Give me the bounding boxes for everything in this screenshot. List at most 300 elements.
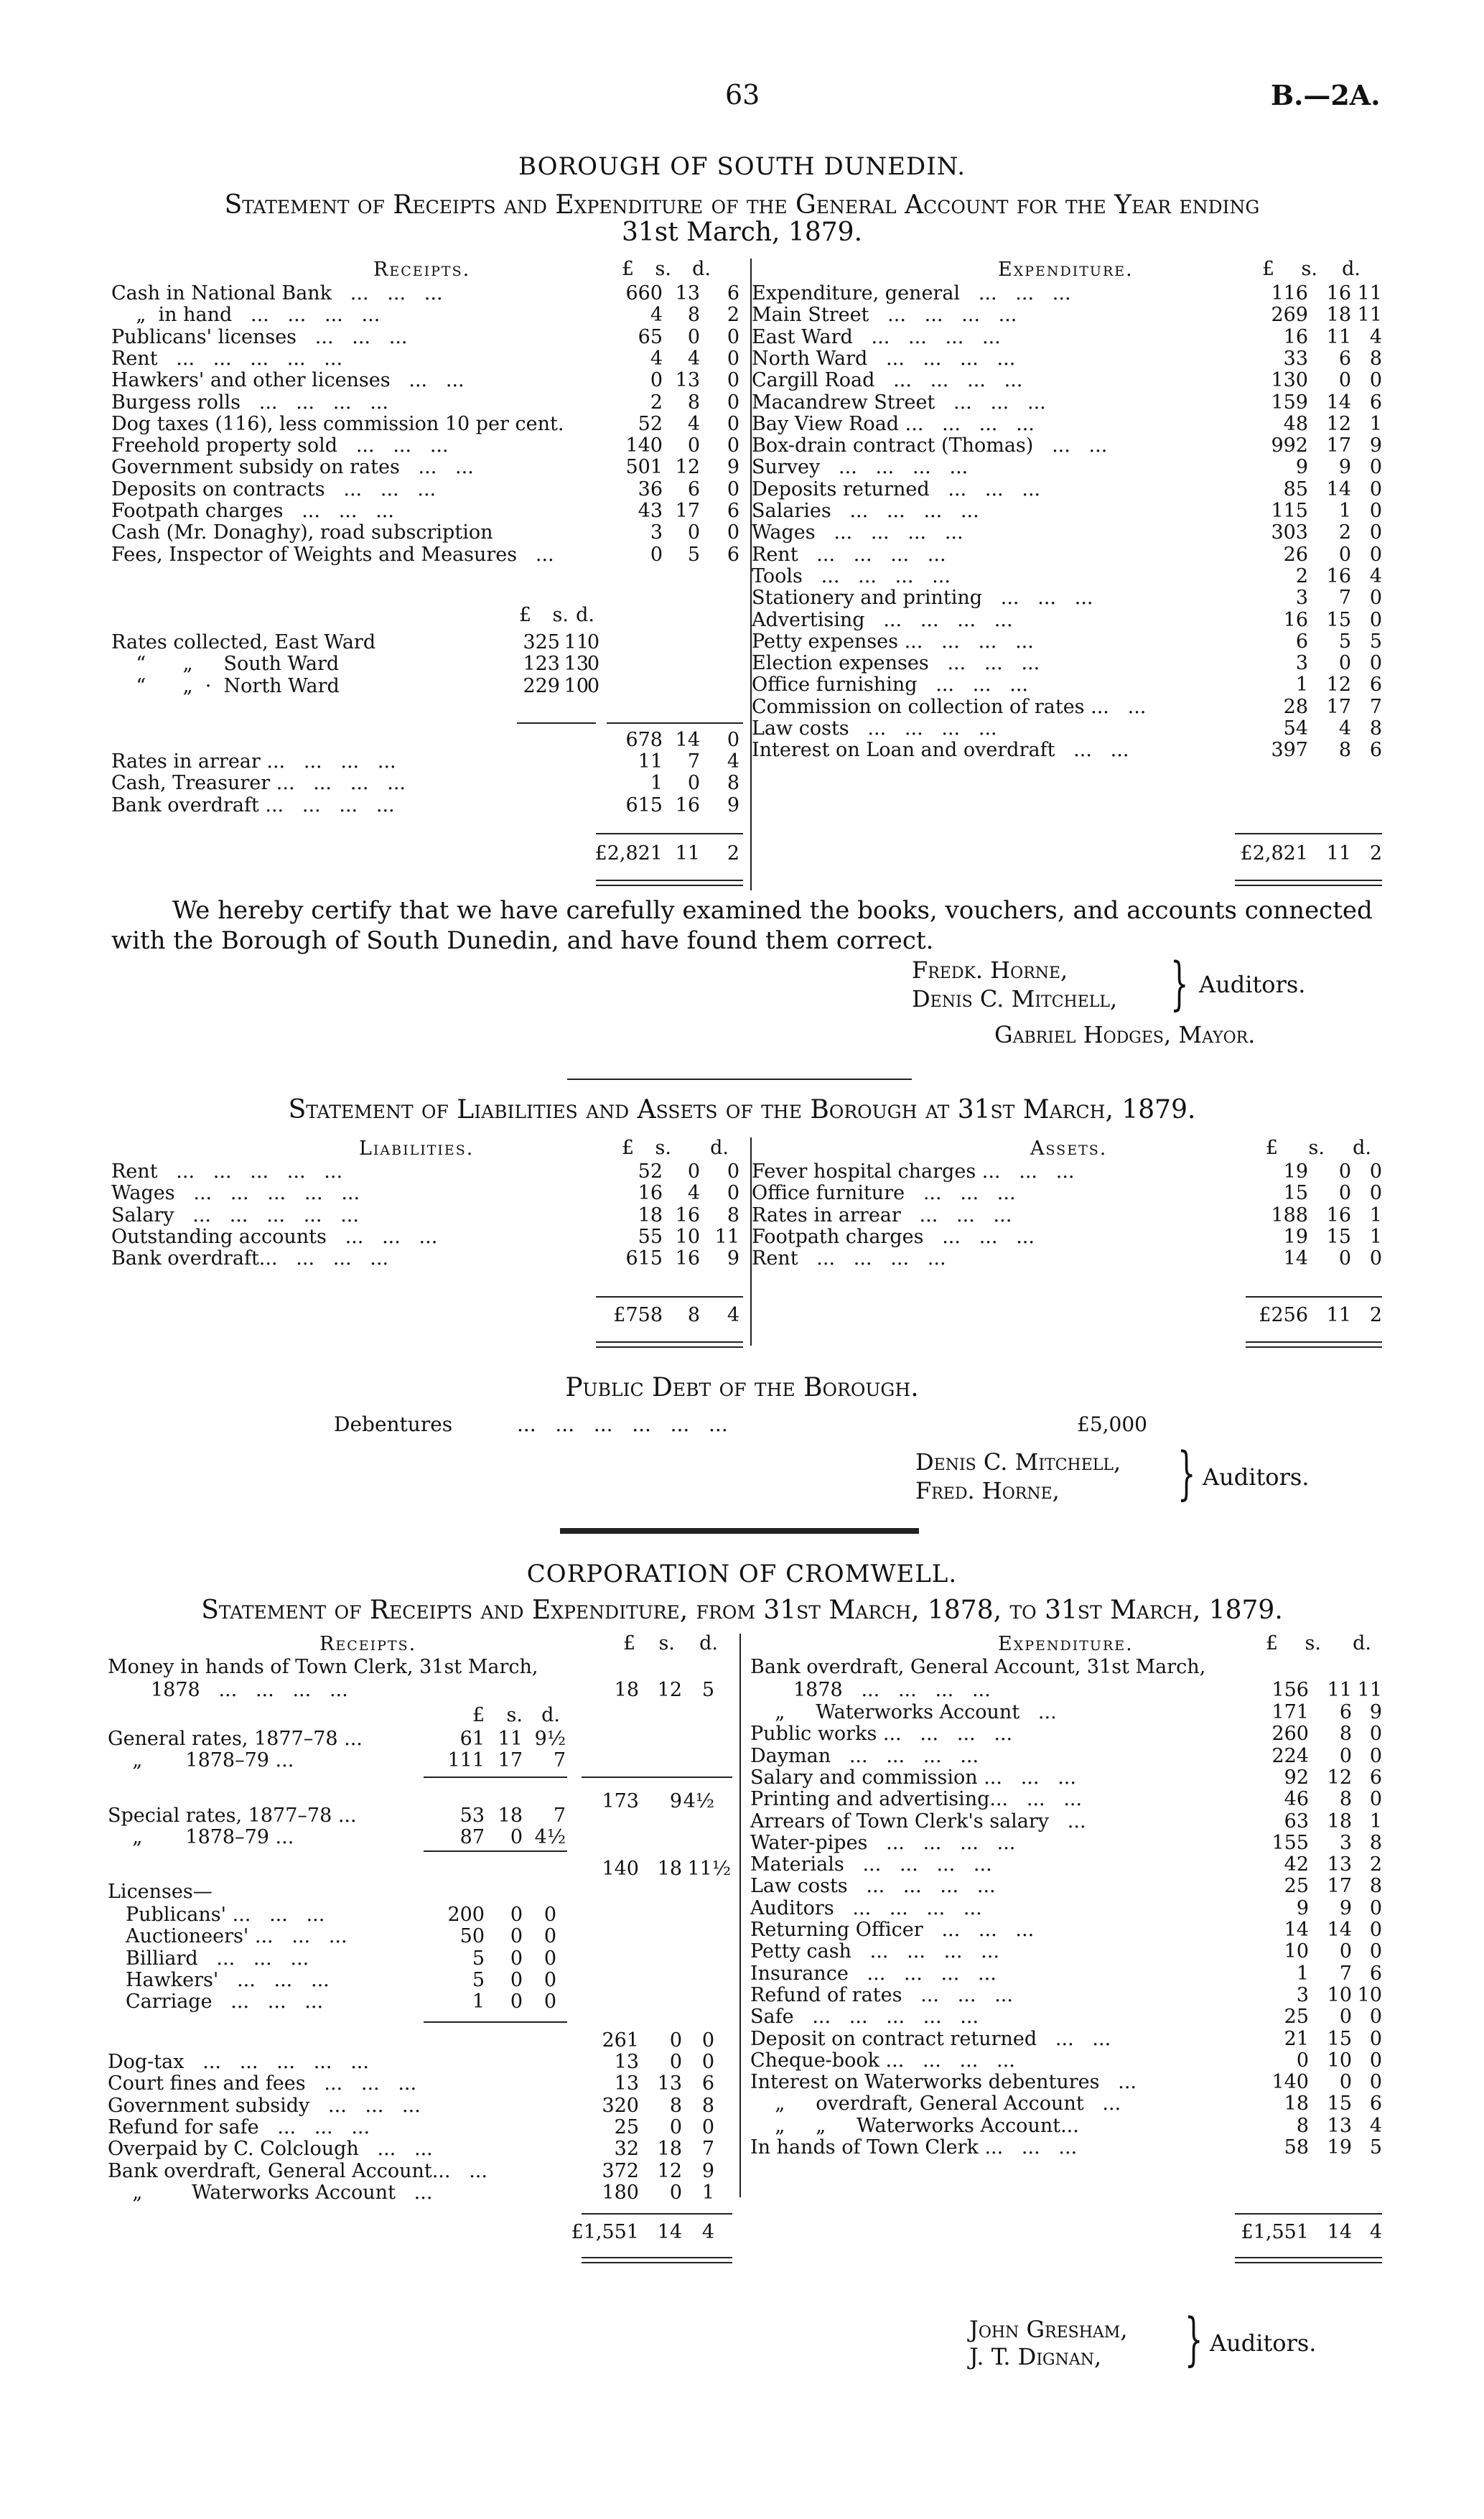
row-label: Auctioneers' ... ... ... <box>126 1925 347 1948</box>
shillings-value: 11 <box>675 842 700 865</box>
pence-value: 0 <box>587 653 599 676</box>
row-label: Bay View Road ... ... ... ... <box>752 412 1035 435</box>
pence-value: 4 <box>1369 2221 1382 2243</box>
shillings-value: 12 <box>657 1679 682 1701</box>
row-label: Printing and advertising... ... ... <box>750 1788 1083 1811</box>
crom-license-row <box>126 1990 574 2014</box>
shillings-value: 9 <box>1338 456 1351 479</box>
row-label: Fever hospital charges ... ... ... <box>752 1160 1075 1183</box>
crom-general-rule-left <box>424 1777 567 1778</box>
sd-receipt-row <box>111 347 743 371</box>
row-label: Interest on Waterworks debentures ... <box>750 2071 1137 2094</box>
sd-receipt-row <box>111 521 743 545</box>
pounds-value: 501 <box>625 456 663 479</box>
shillings-value: 10 <box>564 674 589 697</box>
pounds-value: 4 <box>650 347 663 370</box>
sd-liability-row <box>111 1203 743 1228</box>
shillings-value: 16 <box>675 1203 700 1226</box>
row-label: Fees, Inspector of Weights and Measures ... <box>111 543 554 566</box>
pence-value: 0 <box>701 2115 714 2138</box>
sd-expenditure-rule <box>1235 833 1382 834</box>
row-label: Government subsidy on rates ... ... <box>111 456 474 479</box>
pounds-value: 116 <box>1271 282 1308 304</box>
pence-value: 2 <box>727 842 739 865</box>
crom-receipts-rule <box>582 2213 732 2215</box>
crom-expenditure-row <box>750 2136 1382 2160</box>
pence-value: 4 <box>727 750 739 773</box>
row-label: Billiard ... ... ... <box>126 1947 309 1970</box>
pounds-value: 0 <box>650 543 663 566</box>
sd-liabilities-heading: Liabilities. <box>359 1137 475 1160</box>
row-label: Expenditure, general ... ... ... <box>752 282 1071 304</box>
shillings-value: 12 <box>657 2159 682 2182</box>
pence-value: 4½ <box>534 1826 566 1849</box>
shillings-value: 10 <box>1327 1983 1352 2006</box>
pounds-value: 992 <box>1271 434 1308 457</box>
crom-subtitle: Statement of Receipts and Expenditure, from 31st March, 1878, to 31st March, 1879. <box>201 1596 1283 1625</box>
sd-expenditure-row <box>752 391 1383 415</box>
pence-value: 0 <box>543 1904 556 1926</box>
shillings-value: 0 <box>1339 2071 1352 2094</box>
row-label: Bank overdraft... ... ... ... <box>111 1247 389 1270</box>
sd-expenditure-row <box>752 368 1383 393</box>
pounds-value: 14 <box>1283 1247 1308 1270</box>
pence-value: 6 <box>727 500 739 522</box>
sd-receipt-row <box>111 499 743 523</box>
shillings-value: 12 <box>1327 1766 1352 1789</box>
shillings-value: 17 <box>1326 434 1351 457</box>
pounds-value: 171 <box>1271 1701 1309 1723</box>
pounds-value: 2 <box>1295 564 1308 587</box>
pounds-value: 92 <box>1284 1766 1309 1789</box>
shillings-value: 15 <box>1327 2027 1352 2050</box>
pence-value: 9½ <box>534 1728 566 1750</box>
row-label: Cash (Mr. Donaghy), road subscription <box>111 521 493 544</box>
shillings-value: 0 <box>687 325 700 348</box>
pound-sign: £ <box>621 1137 634 1159</box>
row-label: Wages ... ... ... ... ... <box>111 1182 360 1205</box>
row-label: Law costs ... ... ... ... <box>752 717 997 740</box>
sd-expenditure-lsd-header <box>1217 257 1375 281</box>
crom-auditor-dignan: J. T. Dignan, <box>969 2343 1102 2370</box>
shillings-value: 18 <box>1327 1810 1352 1833</box>
pence-value: 1 <box>1369 412 1382 435</box>
row-label: Wages ... ... ... ... <box>752 521 963 544</box>
shillings-value: 6 <box>1339 1701 1352 1723</box>
pence-value: 0 <box>727 729 739 751</box>
shillings-value: 14 <box>657 2221 682 2243</box>
sd-assets-lsd-header <box>1221 1136 1382 1160</box>
shillings-value: 17 <box>1326 695 1351 718</box>
shilling-sign: s. <box>1308 1137 1325 1159</box>
pence-sign: d. <box>699 1632 718 1654</box>
pence-value: 0 <box>1369 521 1382 544</box>
crom-expenditure-double-rule <box>1235 2257 1382 2263</box>
pence-value: 0 <box>587 631 599 653</box>
shillings-value: 18 <box>498 1805 523 1827</box>
sd-expenditure-row <box>752 564 1383 589</box>
shillings-value: 0 <box>687 772 700 795</box>
shilling-sign: s. <box>1301 258 1317 280</box>
pence-value: 0 <box>701 2029 714 2052</box>
row-label: Cheque-book ... ... ... ... <box>750 2049 1015 2072</box>
sd-receipt-row <box>111 303 743 327</box>
pounds-value: 140 <box>602 1858 639 1880</box>
shillings-value: 8 <box>1339 1788 1352 1811</box>
pounds-value: 63 <box>1284 1810 1309 1833</box>
shilling-sign: s. <box>655 258 671 280</box>
crom-general-rate-row <box>108 1727 574 1751</box>
row-label: Rent ... ... ... ... <box>752 1247 946 1270</box>
row-label: Public works ... ... ... ... <box>750 1723 1013 1746</box>
pounds-value: 3 <box>650 521 663 544</box>
crom-expenditure-row <box>750 1831 1382 1856</box>
pence-value: 0 <box>727 412 739 435</box>
pounds-value: 140 <box>1271 2071 1309 2094</box>
sd-receipts-heading: Receipts. <box>373 259 471 281</box>
pounds-value: 19 <box>1283 1225 1308 1248</box>
crom-license-row <box>126 1924 574 1949</box>
pence-value: 7 <box>1369 695 1382 718</box>
row-label: „ Waterworks Account ... <box>750 1701 1057 1723</box>
shillings-value: 14 <box>1327 2221 1352 2243</box>
pounds-value: 2 <box>650 391 663 414</box>
sd-auditors-brace: } <box>1170 950 1189 1017</box>
pounds-value: 229 <box>523 674 560 697</box>
row-label: East Ward ... ... ... ... <box>752 325 1001 348</box>
shilling-sign: s. <box>552 604 569 626</box>
pounds-value: 3 <box>1295 587 1308 610</box>
pence-value: 8 <box>727 772 739 795</box>
pence-value: 10 <box>1357 1983 1382 2006</box>
shillings-value: 4 <box>687 1182 700 1205</box>
sd-expenditure-row <box>752 347 1383 371</box>
pounds-value: £1,551 <box>571 2221 639 2243</box>
sd-expenditure-double-rule <box>1235 880 1382 886</box>
pounds-value: 8 <box>1296 2114 1309 2137</box>
sd-receipt-row <box>111 368 743 393</box>
row-label: Water-pipes ... ... ... ... <box>750 1831 1016 1854</box>
row-label: Survey ... ... ... ... <box>752 456 969 479</box>
row-label: Returning Officer ... ... ... <box>750 1919 1035 1941</box>
row-label: „ „ Waterworks Account... <box>750 2114 1079 2137</box>
pounds-value: 18 <box>614 1679 639 1701</box>
sd-expenditure-heading: Expenditure. <box>998 259 1134 281</box>
sd-receipts-total-row <box>111 842 743 866</box>
sd-rate-row <box>111 630 599 655</box>
crom-license-row <box>126 1903 574 1927</box>
sd-liabilities-lsd-header <box>585 1136 743 1160</box>
row-label: Dayman ... ... ... ... <box>750 1744 979 1767</box>
sd-receipt-row <box>111 793 743 818</box>
crom-expenditure-row <box>750 1700 1382 1725</box>
pence-value: 6 <box>727 543 739 566</box>
crom-exp-first-label-line1: Bank overdraft, General Account, 31st March, <box>750 1656 1206 1678</box>
sd-expenditure-total-row <box>752 842 1383 866</box>
crom-special-rule-left <box>424 1850 567 1852</box>
shillings-value: 17 <box>675 500 700 522</box>
crom-expenditure-row <box>750 1853 1382 1877</box>
pence-value: 0 <box>1369 456 1382 479</box>
pence-value: 0 <box>543 1968 556 1991</box>
shillings-value: 0 <box>687 521 700 544</box>
shillings-value: 14 <box>675 729 700 751</box>
shillings-value: 17 <box>1327 1875 1352 1898</box>
pence-value: 9 <box>727 456 739 479</box>
pounds-value: 11 <box>638 750 663 773</box>
crom-divider <box>739 1634 741 2197</box>
shillings-value: 0 <box>510 1947 523 1970</box>
sd-receipts-lsd-header <box>585 257 743 281</box>
pence-value: 9 <box>727 1247 739 1270</box>
pence-value: 5 <box>701 1679 714 1701</box>
pence-value: 1 <box>1369 1203 1382 1226</box>
sd-expenditure-row <box>752 412 1383 437</box>
row-label: Refund of rates ... ... ... <box>750 1983 1013 2006</box>
shillings-value: 7 <box>687 750 700 773</box>
sd-expenditure-row <box>752 695 1383 720</box>
pounds-value: 26 <box>1283 543 1308 566</box>
pounds-value: 13 <box>614 2051 639 2073</box>
pence-value: 0 <box>727 347 739 370</box>
row-label: Macandrew Street ... ... ... <box>752 391 1046 414</box>
pence-value: 0 <box>543 1990 556 2013</box>
crom-expenditure-row <box>750 1896 1382 1921</box>
pence-sign: d. <box>541 1704 560 1726</box>
sd-expenditure-row <box>752 521 1383 545</box>
crom-expenditure-row <box>750 1874 1382 1899</box>
sd-expenditure-row <box>752 673 1383 697</box>
row-label: Dog taxes (116), less commission 10 per cent. <box>111 412 564 435</box>
pounds-value: 15 <box>1283 1182 1308 1205</box>
shillings-value: 18 <box>1326 304 1351 327</box>
row-label: Burgess rolls ... ... ... ... <box>111 391 388 414</box>
pence-value: 0 <box>1369 1160 1382 1183</box>
crom-expenditure-row <box>750 2092 1382 2116</box>
pounds-value: £256 <box>1259 1304 1308 1326</box>
pounds-value: 18 <box>1284 2092 1309 2115</box>
pence-value: 11 <box>1357 282 1382 304</box>
shillings-value: 5 <box>687 543 700 566</box>
pounds-value: 9 <box>1295 456 1308 479</box>
shillings-value: 11 <box>564 631 589 653</box>
shillings-value: 6 <box>687 478 700 500</box>
crom-special-rate-row <box>108 1825 574 1850</box>
crom-expenditure-row <box>750 1766 1382 1790</box>
pounds-value: 43 <box>638 500 663 522</box>
pence-value: 0 <box>1369 478 1382 500</box>
shillings-value: 13 <box>1327 2114 1352 2137</box>
row-label: Election expenses ... ... ... <box>752 652 1040 675</box>
shillings-value: 0 <box>1339 1744 1352 1767</box>
sd-liabilities-rule <box>596 1296 743 1298</box>
row-label: „ overdraft, General Account ... <box>750 2092 1121 2115</box>
sd-title: BOROUGH OF SOUTH DUNEDIN. <box>518 152 966 181</box>
pence-value: 4 <box>1369 2114 1382 2137</box>
sd-auditors-label: Auditors. <box>1199 971 1306 998</box>
shillings-value: 0 <box>510 1826 523 1849</box>
shillings-value: 13 <box>657 2072 682 2095</box>
shillings-value: 0 <box>669 2051 682 2073</box>
sd-expenditure-row <box>752 630 1383 654</box>
pounds-value: 1 <box>650 772 663 795</box>
row-label: Deposits on contracts ... ... ... <box>111 478 437 500</box>
row-label: Rent ... ... ... ... ... <box>111 1160 343 1183</box>
sd-receipt-row <box>111 325 743 350</box>
row-label: Special rates, 1877–78 ... <box>108 1805 357 1827</box>
shillings-value: 0 <box>510 1925 523 1948</box>
crom-expenditure-total-row <box>750 2220 1382 2245</box>
pence-value: 0 <box>1369 2027 1382 2050</box>
row-label: Deposits returned ... ... ... <box>752 478 1041 500</box>
row-label: Office furniture ... ... ... <box>752 1182 1016 1205</box>
shillings-value: 0 <box>687 434 700 457</box>
shillings-value: 4 <box>687 347 700 370</box>
shillings-value: 9 <box>1339 1896 1352 1919</box>
shillings-value: 10 <box>1327 2049 1352 2072</box>
shillings-value: 10 <box>675 1225 700 1248</box>
shillings-value: 12 <box>675 456 700 479</box>
shillings-value: 0 <box>669 2029 682 2052</box>
pounds-value: 1 <box>472 1990 485 2013</box>
sd-la-title: Statement of Liabilities and Assets of the Borough at 31st March, 1879. <box>288 1095 1196 1125</box>
row-label: Refund for safe ... ... ... <box>108 2115 370 2138</box>
pence-value: 6 <box>1369 391 1382 414</box>
sd-liability-row <box>111 1247 743 1271</box>
sd-assets-rule <box>1246 1296 1382 1298</box>
shillings-value: 16 <box>1326 282 1351 304</box>
pence-value: 0 <box>1369 652 1382 675</box>
pence-value: 0 <box>727 521 739 544</box>
pence-value: 0 <box>727 391 739 414</box>
pounds-value: 18 <box>638 1203 663 1226</box>
crom-receipts-lsd-header <box>589 1631 732 1656</box>
row-label: Hawkers' ... ... ... <box>126 1968 330 1991</box>
crom-expenditure-rule <box>1235 2213 1382 2215</box>
row-label: Rates in arrear ... ... ... ... <box>111 750 396 773</box>
sd-rates-total-row <box>111 728 743 753</box>
sd-expenditure-row <box>752 717 1383 741</box>
pence-value: 6 <box>727 282 739 304</box>
crom-expenditure-row <box>750 2005 1382 2029</box>
shillings-value: 11 <box>1326 325 1351 348</box>
pounds-value: 16 <box>1283 325 1308 348</box>
pence-value: 0 <box>1369 543 1382 566</box>
crom-special-total-row <box>108 1857 732 1881</box>
crom-title: CORPORATION OF CROMWELL. <box>526 1560 958 1588</box>
sd-receipt-row <box>111 281 743 306</box>
sd-receipt-row <box>111 434 743 458</box>
crom-receipt-row <box>108 2050 732 2075</box>
shillings-value: 8 <box>687 304 700 327</box>
crom-expenditure-lsd-header <box>1221 1631 1382 1656</box>
pence-value: 8 <box>1369 1831 1382 1854</box>
shillings-value: 15 <box>1326 1225 1351 1248</box>
sd-debt-title: Public Debt of the Borough. <box>565 1373 919 1402</box>
pounds-value: 54 <box>1283 717 1308 740</box>
row-label: Box-drain contract (Thomas) ... ... <box>752 434 1108 457</box>
pounds-value: 224 <box>1271 1744 1309 1767</box>
pence-value: 0 <box>1369 1744 1382 1767</box>
sd-liability-row <box>111 1160 743 1184</box>
shillings-value: 8 <box>687 391 700 414</box>
pounds-value: 397 <box>1271 739 1308 762</box>
pounds-value: 1 <box>1296 1962 1309 1985</box>
sd-receipt-row <box>111 750 743 774</box>
pence-value: 0 <box>1369 2049 1382 2072</box>
shillings-value: 11 <box>1326 842 1351 865</box>
pence-value: 4½ <box>683 1790 714 1812</box>
pounds-value: 111 <box>447 1749 485 1772</box>
pence-sign: d. <box>1353 1632 1371 1654</box>
sd-expenditure-row <box>752 586 1383 610</box>
pound-sign: £ <box>1265 1137 1278 1159</box>
pence-value: 11 <box>714 1225 739 1248</box>
row-label: Auditors ... ... ... ... <box>750 1896 982 1919</box>
row-label: Footpath charges ... ... ... <box>752 1225 1035 1248</box>
crom-exp-first-line2 <box>750 1678 1382 1703</box>
crom-expenditure-row <box>750 2070 1382 2095</box>
sd-expenditure-row <box>752 455 1383 480</box>
shillings-value: 14 <box>1326 391 1351 414</box>
pence-value: 7 <box>553 1749 566 1772</box>
pence-value: 2 <box>727 304 739 327</box>
pounds-value: 4 <box>650 304 663 327</box>
row-label: North Ward ... ... ... ... <box>752 347 1016 370</box>
pence-value: 2 <box>1369 842 1382 865</box>
shillings-value: 7 <box>1339 1962 1352 1985</box>
page-reference: B.—2A. <box>1271 79 1381 111</box>
crom-licenses-heading: Licenses— <box>108 1881 213 1903</box>
pence-value: 6 <box>1369 1962 1382 1985</box>
pence-value: 0 <box>727 434 739 457</box>
row-label: Overpaid by C. Colclough ... ... <box>108 2138 433 2161</box>
shillings-value: 0 <box>1339 1940 1352 1963</box>
row-label: Cargill Road ... ... ... ... <box>752 369 1023 392</box>
shillings-value: 8 <box>1338 739 1351 762</box>
pence-value: 0 <box>701 2051 714 2073</box>
crom-expenditure-row <box>750 1810 1382 1834</box>
row-label: Government subsidy ... ... ... <box>108 2094 421 2117</box>
row-label: Salary and commission ... ... ... <box>750 1766 1076 1789</box>
row-label: Office furnishing ... ... ... <box>752 674 1028 697</box>
pence-value: 7 <box>553 1805 566 1827</box>
shillings-value: 11 <box>1326 1304 1351 1326</box>
pounds-value: 5 <box>472 1968 485 1991</box>
pounds-value: 33 <box>1283 347 1308 370</box>
pounds-value: 25 <box>1284 2006 1309 2029</box>
crom-general-rate-row <box>108 1749 574 1773</box>
sd-certify-line2: with the Borough of South Dunedin, and have found them correct. <box>111 926 934 955</box>
row-label: Hawkers' and other licenses ... ... <box>111 369 465 392</box>
pence-value: 0 <box>1369 2006 1382 2029</box>
pence-value: 0 <box>727 369 739 392</box>
sd-subtitle: Statement of Receipts and Expenditure of the General Account for the Year ending <box>224 190 1260 220</box>
row-label: Freehold property sold ... ... ... <box>111 434 449 457</box>
shillings-value: 15 <box>1326 608 1351 631</box>
pence-value: 0 <box>1369 2071 1382 2094</box>
crom-receipt-row <box>108 2115 732 2140</box>
pounds-value: 61 <box>459 1728 485 1750</box>
row-label: Salary ... ... ... ... ... <box>111 1203 359 1226</box>
pence-value: 9 <box>1369 434 1382 457</box>
shillings-value: 9 <box>669 1790 682 1812</box>
row-label: „ 1878–79 ... <box>108 1749 294 1772</box>
pence-value: 0 <box>1369 369 1382 392</box>
pounds-value: 320 <box>602 2094 639 2117</box>
sd-expenditure-row <box>752 281 1383 306</box>
sd-debentures-leader: ... ... ... ... ... ... <box>517 1412 728 1436</box>
